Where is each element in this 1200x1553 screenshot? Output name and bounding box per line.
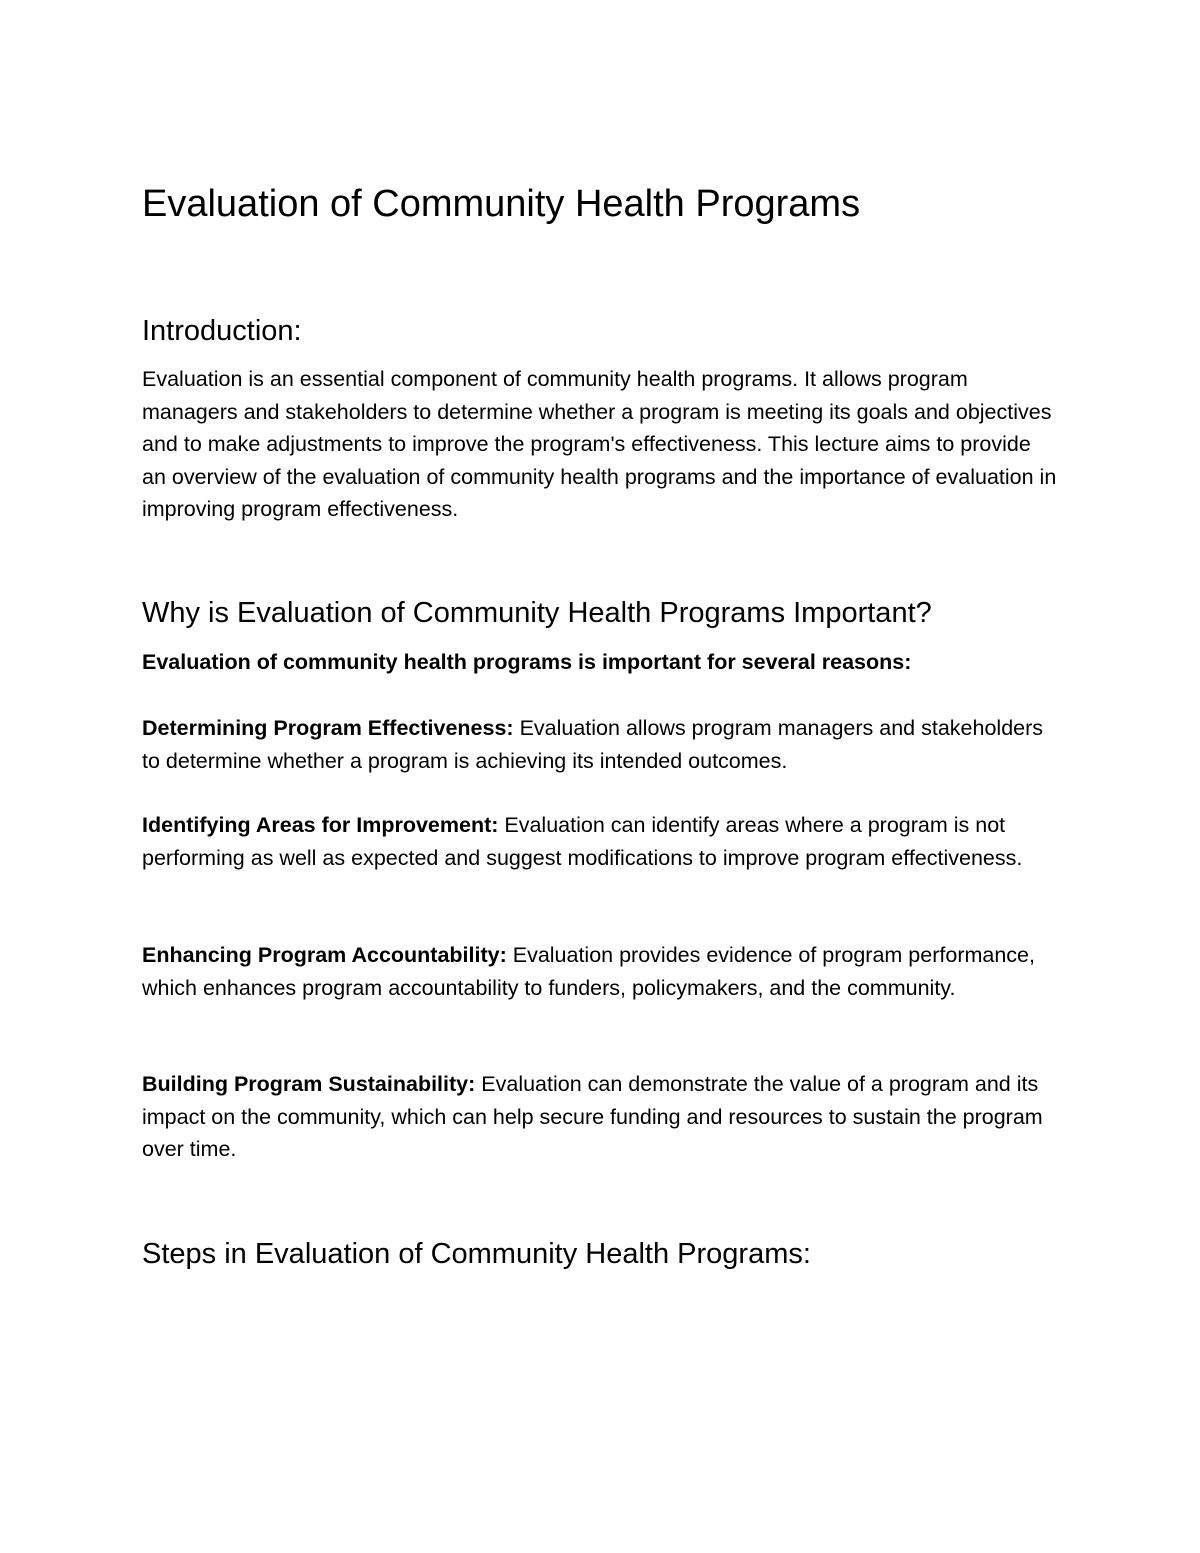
reason-text: Evaluation allows program managers and stakeholders to determine whether a program is achieving its intended outcomes.: [142, 716, 1044, 773]
reason-paragraph: [142, 939, 1057, 1004]
document-title: Evaluation of Community Health Programs: [142, 183, 861, 225]
introduction-paragraph: Evaluation is an essential component of community health programs. It allows program managers and stakeholders to determine whether a program is meeting its goals and objectives and to make adjustments to improve the program's effectiveness. This lecture aims to provide an overview of the evaluation of community health programs and the importance of evaluation in improving program effectiveness.: [142, 367, 1057, 521]
reason-text: Evaluation can identify areas where a program is not performing as well as expected and suggest modifications to improve program effectiveness.: [142, 813, 1023, 870]
reason-term: Determining Program Effectiveness:: [142, 716, 514, 740]
reason-term: Building Program Sustainability:: [142, 1072, 476, 1096]
steps-heading: Steps in Evaluation of Community Health Programs:: [142, 1238, 811, 1270]
reason-paragraph: [142, 809, 1057, 874]
introduction-heading: Introduction:: [142, 315, 302, 347]
reason-text: Evaluation provides evidence of program performance, which enhances program accountability to funders, policymakers, and the community.: [142, 943, 1035, 1000]
reason-term: Enhancing Program Accountability:: [142, 943, 507, 967]
reason-term: Identifying Areas for Improvement:: [142, 813, 499, 837]
reason-paragraph: [142, 1068, 1057, 1166]
importance-heading: Why is Evaluation of Community Health Programs Important?: [142, 597, 932, 629]
reason-paragraph: [142, 712, 1057, 777]
importance-lead: [142, 646, 1057, 679]
reason-text: Evaluation can demonstrate the value of a program and its impact on the community, which can help secure funding and resources to sustain the program over time.: [142, 1072, 1043, 1161]
importance-lead-text: Evaluation of community health programs is important for several reasons:: [142, 650, 912, 674]
